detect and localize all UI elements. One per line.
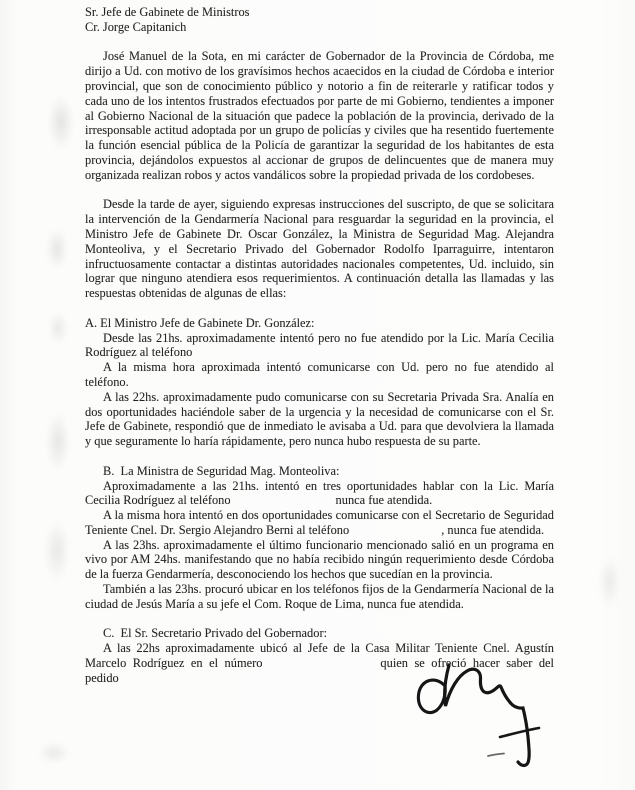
section-a-paragraph-3: A las 22hs. aproximadamente pudo comunicarse con su Secretaria Privada Sra. Analía en dos oportunidades haciéndole saber de la urgencia y la necesidad de comunicarse con el Sr. Jefe de Gabinete, respondió que de inmediato le avisaba a Ud. para que devolviera la llamada y que seguramente lo haría rápidamente, pero nunca hubo respuesta de su parte. (85, 389, 554, 449)
recipient-line-2: Cr. Jorge Capitanich (85, 19, 187, 34)
scan-smudge (48, 312, 68, 344)
section-b-paragraph-4: También a las 23hs. procuró ubicar en los teléfonos fijos de la Gendarmería Nacional de la ciudad de Jesús María a su jefe el Com. Roque de Lima, nunca fue atendida. (85, 582, 554, 611)
section-b-paragraph-2 (85, 508, 554, 538)
section-c-p1-text-before: A las 22hs aproximadamente ubicó al Jefe de la Casa Militar Teniente Cnel. Agustín Marcelo Rodríguez en el número (85, 641, 554, 671)
section-b-p2-text-after: , nunca fue atendida. (441, 522, 545, 537)
letter-body (85, 5, 554, 686)
scan-smudge (46, 412, 70, 472)
section-a-paragraph-2: A la misma hora aproximada intentó comunicarse con Ud. pero no fue atendido al teléfono. (85, 360, 554, 389)
scan-smudge (46, 228, 68, 270)
intro-paragraph-2: Desde la tarde de ayer, siguiendo expresas instrucciones del suscripto, de que se solicitara la intervención de la Gendarmería Nacional para resguardar la seguridad en la provincia, el Ministro Jefe de Gabinete Dr. Oscar González, la Ministra de Seguridad Mag. Alejandra Monteoliva, y el Secretario Privado del Gobernador Rodolfo Iparraguirre, intentaron infructuosamente contactar a distintas autoridades nacionales competentes, Ud. incluido, sin lograr que ninguno atendiera esos requerimientos. A continuación detalla las llamadas y las respuestas obtenidas de algunas de ellas: (85, 197, 554, 301)
section-a-heading: A. El Ministro Jefe de Gabinete Dr. González: (85, 315, 315, 330)
scan-smudge (598, 556, 620, 608)
section-c-p1-text-after: quien se ofreció hacer saber del pedido (85, 656, 554, 685)
redacted-phone-gap (231, 503, 336, 504)
recipient-line-1: Sr. Jefe de Gabinete de Ministros (85, 5, 250, 19)
redacted-phone-gap (349, 533, 441, 534)
scan-smudge (38, 742, 70, 764)
redacted-phone-gap (262, 666, 380, 667)
handwritten-signature-icon (400, 658, 576, 788)
section-b-p1-text-after: nunca fue atendida. (335, 493, 433, 508)
section-b-paragraph-1 (85, 479, 554, 509)
scan-smudge (48, 95, 74, 150)
section-b (85, 464, 554, 612)
scan-smudge (44, 520, 70, 582)
intro-paragraph-1: José Manuel de la Sota, en mi carácter de Gobernador de la Provincia de Córdoba, me dirijo a Ud. con motivo de los gravísimos hechos acaecidos en la ciudad de Córdoba e interior provincial, que son de conocimiento público y notorio a fin de reiterarle y ratificar todos y cada uno de los intentos frustrados efectuados por parte de mi Gobierno, tendientes a imponer al Gobierno Nacional de la situación que padece la población de la provincia, derivado de la irresponsable actitud adoptada por un grupo de policías y civiles que ha resentido fuertemente la función esencial pública de la Policía de garantizar la seguridad de los habitantes de esta provincia, dejándolos expuestos al accionar de grupos de delincuentes que de manera muy organizada realizan robos y actos vandálicos sobre la propiedad privada de los cordobeses. (85, 49, 554, 182)
section-b-paragraph-3: A las 23hs. aproximadamente el último funcionario mencionado salió en un programa en vivo por AM 24hs. manifestando que no había recibido ningún requerimiento desde Córdoba de la fuerza Gendarmería, desconociendo los hechos que sucedían en la provincia. (85, 537, 554, 582)
section-b-p1-text-before: Aproximadamente a las 21hs. intentó en tres oportunidades hablar con la Lic. María Cecilia Rodríguez al teléfono (85, 478, 554, 508)
section-a-paragraph-1: Desde las 21hs. aproximadamente intentó pero no fue atendido por la Lic. María Cecilia Rodríguez al teléfono (85, 330, 554, 360)
section-c-heading: C. El Sr. Secretario Privado del Gobernador: (103, 626, 328, 641)
section-a (85, 316, 554, 449)
section-b-heading: B. La Ministra de Seguridad Mag. Monteoliva: (103, 463, 340, 478)
section-b-p2-text-before: A la misma hora intentó en dos oportunidades comunicarse con el Secretario de Seguridad Teniente Cnel. Dr. Sergio Alejandro Berni al teléfono (85, 508, 554, 537)
recipient-block (85, 5, 554, 35)
